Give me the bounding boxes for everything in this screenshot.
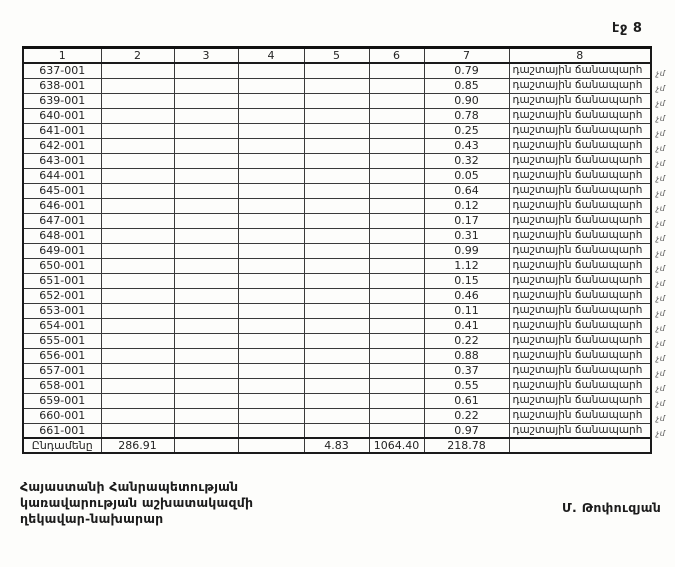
margin-note: չմ [656,158,666,168]
margin-note: չմ [656,83,666,93]
description-cell: դաշտային ճանապարհ չմ [509,333,651,348]
empty-cell [174,78,238,93]
empty-cell [304,228,369,243]
table-body [23,63,666,438]
margin-note: չմ [656,338,666,348]
empty-cell [369,138,424,153]
table-row [23,243,651,258]
empty-cell [101,93,174,108]
margin-note: չմ [656,173,666,183]
table-row [23,408,651,423]
parcel-id-cell: 650-001 [23,258,101,273]
description-cell: դաշտային ճանապարհ չմ [509,168,651,183]
table-row [23,348,651,363]
parcel-id-cell: 656-001 [23,348,101,363]
empty-cell [101,213,174,228]
margin-note: չմ [656,293,666,303]
empty-cell [304,378,369,393]
description-cell: դաշտային ճանապարհ չմ [509,288,651,303]
empty-cell [174,108,238,123]
empty-cell [238,63,304,78]
area-value-cell: 0.79 [424,63,509,78]
area-value-cell: 0.78 [424,108,509,123]
description-cell: դաշտային ճանապարհ չմ [509,78,651,93]
parcel-id-cell: 643-001 [23,153,101,168]
empty-cell [174,258,238,273]
area-value-cell: 0.15 [424,273,509,288]
empty-cell [174,228,238,243]
column-header: 7 [424,48,509,64]
table-row [23,78,651,93]
empty-cell [304,198,369,213]
area-value-cell: 0.22 [424,333,509,348]
empty-cell [174,303,238,318]
table-header-row [23,48,651,64]
empty-cell [174,288,238,303]
table-row [23,273,651,288]
empty-cell [238,393,304,408]
empty-cell [238,288,304,303]
parcel-id-cell: 661-001 [23,423,101,438]
margin-note: չմ [656,263,666,273]
table-row [23,168,651,183]
empty-cell [174,273,238,288]
area-value-cell: 0.05 [424,168,509,183]
table-row [23,198,651,213]
empty-cell [304,333,369,348]
empty-cell [369,183,424,198]
empty-cell [238,228,304,243]
empty-cell [369,168,424,183]
empty-cell [101,138,174,153]
page-number-label: էջ 8 [612,21,643,36]
margin-note: չմ [656,323,666,333]
empty-cell [369,273,424,288]
description-cell: դաշտային ճանապարհ չմ [509,258,651,273]
total-col6-cell: 1064.40 [369,438,424,453]
description-cell: դաշտային ճանապարհ չմ [509,138,651,153]
empty-cell [304,168,369,183]
empty-cell [101,333,174,348]
description-cell: դաշտային ճանապարհ չմ [509,183,651,198]
empty-cell [304,393,369,408]
description-cell: դաշտային ճանապարհ չմ [509,198,651,213]
empty-cell [238,78,304,93]
margin-note: չմ [656,203,666,213]
empty-cell [304,138,369,153]
parcel-id-cell: 657-001 [23,363,101,378]
table-row [23,138,651,153]
table-row [23,213,651,228]
table-row [23,93,651,108]
margin-note: չմ [656,368,666,378]
area-value-cell: 0.37 [424,363,509,378]
table-row [23,123,651,138]
empty-cell [369,108,424,123]
empty-cell [369,303,424,318]
parcel-id-cell: 639-001 [23,93,101,108]
empty-cell [101,78,174,93]
empty-cell [101,363,174,378]
empty-cell [174,198,238,213]
margin-note: չմ [656,218,666,228]
parcel-id-cell: 644-001 [23,168,101,183]
empty-cell [369,333,424,348]
margin-note: չմ [656,398,666,408]
empty-cell [238,213,304,228]
empty-cell [304,78,369,93]
area-value-cell: 0.17 [424,213,509,228]
empty-cell [369,393,424,408]
table-row [23,288,651,303]
empty-cell [304,108,369,123]
parcel-id-cell: 641-001 [23,123,101,138]
parcel-id-cell: 651-001 [23,273,101,288]
table-row [23,228,651,243]
empty-cell [101,258,174,273]
signatory-name: Մ. Թոփուզյան [562,500,662,515]
empty-cell [174,138,238,153]
parcel-id-cell: 648-001 [23,228,101,243]
land-parcel-table [22,46,666,454]
empty-cell [238,168,304,183]
empty-cell [174,408,238,423]
empty-cell [174,168,238,183]
issuer-block [20,479,253,527]
empty-cell [238,258,304,273]
empty-cell [174,348,238,363]
area-value-cell: 0.99 [424,243,509,258]
table-row [23,153,651,168]
empty-cell [101,408,174,423]
margin-note: չմ [656,248,666,258]
empty-cell [369,93,424,108]
total-col3-cell [174,438,238,453]
description-cell: դաշտային ճանապարհ չմ [509,213,651,228]
description-cell: դաշտային ճանապարհ չմ [509,423,651,438]
issuer-line-3: ղեկավար-նախարար [20,511,164,526]
empty-cell [369,153,424,168]
empty-cell [369,288,424,303]
empty-cell [304,423,369,438]
empty-cell [174,363,238,378]
empty-cell [238,378,304,393]
area-value-cell: 0.88 [424,348,509,363]
empty-cell [304,123,369,138]
margin-note: չմ [656,233,666,243]
empty-cell [101,318,174,333]
empty-cell [304,318,369,333]
empty-cell [369,123,424,138]
total-col8-cell [509,438,651,453]
table-row [23,258,651,273]
empty-cell [304,183,369,198]
table-row [23,423,651,438]
parcel-id-cell: 660-001 [23,408,101,423]
empty-cell [304,63,369,78]
column-header: 8 [509,48,651,64]
empty-cell [369,78,424,93]
margin-note: չմ [656,428,666,438]
description-cell: դաշտային ճանապարհ չմ [509,273,651,288]
margin-note: չմ [656,69,666,78]
area-value-cell: 0.41 [424,318,509,333]
empty-cell [174,423,238,438]
margin-note: չմ [656,353,666,363]
column-header: 3 [174,48,238,64]
empty-cell [101,393,174,408]
area-value-cell: 0.12 [424,198,509,213]
area-value-cell: 1.12 [424,258,509,273]
margin-note: չմ [656,308,666,318]
area-value-cell: 0.90 [424,93,509,108]
empty-cell [369,213,424,228]
empty-cell [304,213,369,228]
column-header: 6 [369,48,424,64]
empty-cell [174,183,238,198]
empty-cell [369,348,424,363]
empty-cell [238,303,304,318]
margin-note: չմ [656,98,666,108]
area-value-cell: 0.46 [424,288,509,303]
parcel-id-cell: 645-001 [23,183,101,198]
area-value-cell: 0.31 [424,228,509,243]
area-value-cell: 0.32 [424,153,509,168]
table-row [23,183,651,198]
total-col5-cell: 4.83 [304,438,369,453]
empty-cell [101,63,174,78]
empty-cell [369,258,424,273]
column-header: 1 [23,48,101,64]
description-cell: դաշտային ճանապարհ չմ [509,378,651,393]
empty-cell [304,243,369,258]
empty-cell [304,273,369,288]
area-value-cell: 0.85 [424,78,509,93]
column-header: 2 [101,48,174,64]
description-cell: դաշտային ճանապարհ չմ [509,348,651,363]
empty-cell [304,288,369,303]
empty-cell [101,348,174,363]
margin-note: չմ [656,383,666,393]
parcel-id-cell: 638-001 [23,78,101,93]
column-header: 5 [304,48,369,64]
parcel-id-cell: 654-001 [23,318,101,333]
table-row [23,333,651,348]
table-row [23,363,651,378]
table-row [23,108,651,123]
table-row [23,378,651,393]
empty-cell [304,153,369,168]
margin-note: չմ [656,128,666,138]
area-value-cell: 0.55 [424,378,509,393]
area-value-cell: 0.11 [424,303,509,318]
empty-cell [304,93,369,108]
empty-cell [238,198,304,213]
empty-cell [238,153,304,168]
parcel-id-cell: 646-001 [23,198,101,213]
parcel-id-cell: 659-001 [23,393,101,408]
total-label-cell: Ընդամենը [23,438,101,453]
empty-cell [174,318,238,333]
parcel-id-cell: 655-001 [23,333,101,348]
area-value-cell: 0.64 [424,183,509,198]
empty-cell [238,363,304,378]
description-cell: դաշտային ճանապարհ չմ [509,93,651,108]
parcel-id-cell: 642-001 [23,138,101,153]
issuer-line-1: Հայաստանի Հանրապետության [20,479,239,494]
empty-cell [369,63,424,78]
empty-cell [369,198,424,213]
description-cell: դաշտային ճանապարհ չմ [509,318,651,333]
description-cell: դաշտային ճանապարհ չմ [509,363,651,378]
empty-cell [101,378,174,393]
area-value-cell: 0.97 [424,423,509,438]
parcel-id-cell: 658-001 [23,378,101,393]
empty-cell [238,408,304,423]
empty-cell [369,318,424,333]
empty-cell [238,138,304,153]
empty-cell [238,183,304,198]
margin-note: չմ [656,143,666,153]
empty-cell [174,93,238,108]
area-value-cell: 0.43 [424,138,509,153]
empty-cell [101,168,174,183]
empty-cell [304,258,369,273]
empty-cell [369,423,424,438]
description-cell: դաշտային ճանապարհ չմ [509,63,651,78]
empty-cell [174,243,238,258]
empty-cell [238,318,304,333]
description-cell: դաշտային ճանապարհ չմ [509,228,651,243]
empty-cell [304,303,369,318]
description-cell: դաշտային ճանապարհ չմ [509,123,651,138]
margin-note: չմ [656,113,666,123]
empty-cell [304,363,369,378]
empty-cell [174,333,238,348]
total-row [23,438,651,453]
parcel-id-cell: 647-001 [23,213,101,228]
empty-cell [304,348,369,363]
margin-note: չմ [656,278,666,288]
empty-cell [238,93,304,108]
empty-cell [101,153,174,168]
empty-cell [101,108,174,123]
empty-cell [174,393,238,408]
parcel-id-cell: 637-001 [23,63,101,78]
empty-cell [238,123,304,138]
parcel-id-cell: 653-001 [23,303,101,318]
area-value-cell: 0.25 [424,123,509,138]
empty-cell [304,408,369,423]
description-cell: դաշտային ճանապարհ չմ [509,393,651,408]
empty-cell [174,63,238,78]
empty-cell [174,153,238,168]
empty-cell [101,243,174,258]
empty-cell [369,228,424,243]
area-value-cell: 0.22 [424,408,509,423]
empty-cell [174,378,238,393]
empty-cell [101,198,174,213]
parcel-id-cell: 652-001 [23,288,101,303]
table-row [23,393,651,408]
empty-cell [101,423,174,438]
empty-cell [238,423,304,438]
margin-note: չմ [656,413,666,423]
parcel-id-cell: 640-001 [23,108,101,123]
total-col7-cell: 218.78 [424,438,509,453]
empty-cell [369,378,424,393]
area-value-cell: 0.61 [424,393,509,408]
description-cell: դաշտային ճանապարհ չմ [509,408,651,423]
description-cell: դաշտային ճանապարհ չմ [509,303,651,318]
empty-cell [101,273,174,288]
empty-cell [238,348,304,363]
empty-cell [238,243,304,258]
empty-cell [238,108,304,123]
empty-cell [174,123,238,138]
empty-cell [101,183,174,198]
empty-cell [238,333,304,348]
margin-note: չմ [656,188,666,198]
table-row [23,63,651,78]
description-cell: դաշտային ճանապարհ չմ [509,153,651,168]
empty-cell [369,408,424,423]
total-col4-cell [238,438,304,453]
table-row [23,303,651,318]
empty-cell [101,303,174,318]
empty-cell [238,273,304,288]
column-header: 4 [238,48,304,64]
empty-cell [369,363,424,378]
empty-cell [174,213,238,228]
empty-cell [101,228,174,243]
total-col2-cell: 286.91 [101,438,174,453]
empty-cell [101,123,174,138]
parcel-id-cell: 649-001 [23,243,101,258]
description-cell: դաշտային ճանապարհ չմ [509,243,651,258]
issuer-line-2: կառավարության աշխատակազմի [20,495,254,510]
description-cell: դաշտային ճանապարհ չմ [509,108,651,123]
empty-cell [101,288,174,303]
empty-cell [369,243,424,258]
table-row [23,318,651,333]
